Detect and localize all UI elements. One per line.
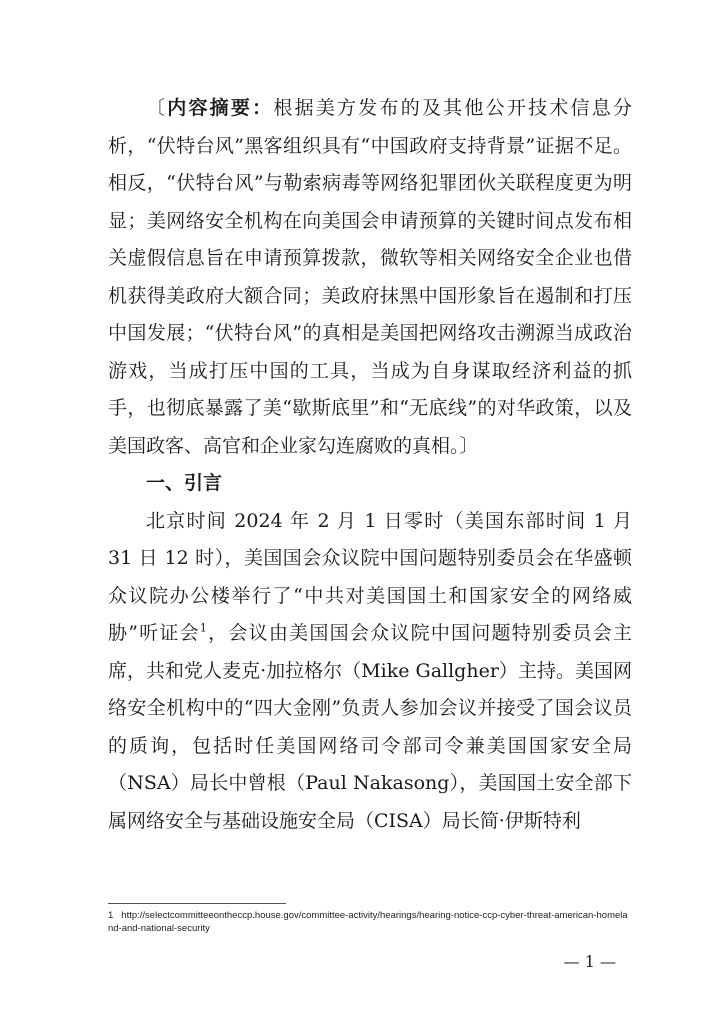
footnote-divider — [108, 903, 286, 904]
abstract-close-bracket: 〕 — [459, 434, 479, 457]
intro-text-part-2: ，会议由美国国会众议院中国问题特别委员会主席，共和党人麦克·加拉格尔（Mike Gallgher）主持。美国网络安全机构中的“四大金刚”负责人参加会议并接受了国会议员的质询，包括时任美国网络司令部司令兼美国国家安全局（NSA）局长中曾根（Paul Nakasong），美国国土安全部下属网络安全与基础设施安全局（CISA）局长简·伊斯特利 — [108, 622, 632, 832]
abstract-text: 根据美方发布的及其他公开技术信息分析，“伏特台风”黑客组织具有“中国政府支持背景”证据不足。相反，“伏特台风”与勒索病毒等网络犯罪团伙关联程度更为明显；美网络安全机构在向美国会申请预算的关键时间点发布相关虚假信息旨在申请预算拨款，微软等相关网络安全企业也借机获得美政府大额合同；美政府抹黑中国形象旨在遏制和打压中国发展；“伏特台风”的真相是美国把网络攻击溯源当成政治游戏，当成打压中国的工具，当成为自身谋取经济利益的抓手，也彻底暴露了美“歇斯底里”和“无底线”的对华政策，以及美国政客、高官和企业家勾连腐败的真相。 — [108, 97, 632, 457]
intro-text-part-1: 北京时间 2024 年 2 月 1 日零时（美国东部时间 1 月 31 日 12 时），美国国会众议院中国问题特别委员会在华盛顿众议院办公楼举行了“中共对美国国土和国家安全的网络威胁”听证会 — [108, 509, 632, 644]
body-text — [108, 90, 632, 840]
footnote-reference[interactable]: 1 — [199, 621, 207, 635]
page-number: — 1 — — [563, 952, 616, 971]
abstract-paragraph — [108, 90, 632, 465]
section-heading: 一、引言 — [146, 472, 223, 494]
footnote — [108, 909, 628, 935]
abstract-open-bracket: 〔 — [146, 97, 168, 119]
abstract-label: 内容摘要： — [167, 97, 274, 119]
footnote-link[interactable]: http://selectcommitteeontheccp.house.gov/committee-activity/hearings/hearing-notice-ccp-cyber-threat-american-homeland-and-national-security — [108, 910, 628, 934]
intro-paragraph — [108, 503, 632, 841]
footnote-number: 1 — [108, 910, 114, 921]
